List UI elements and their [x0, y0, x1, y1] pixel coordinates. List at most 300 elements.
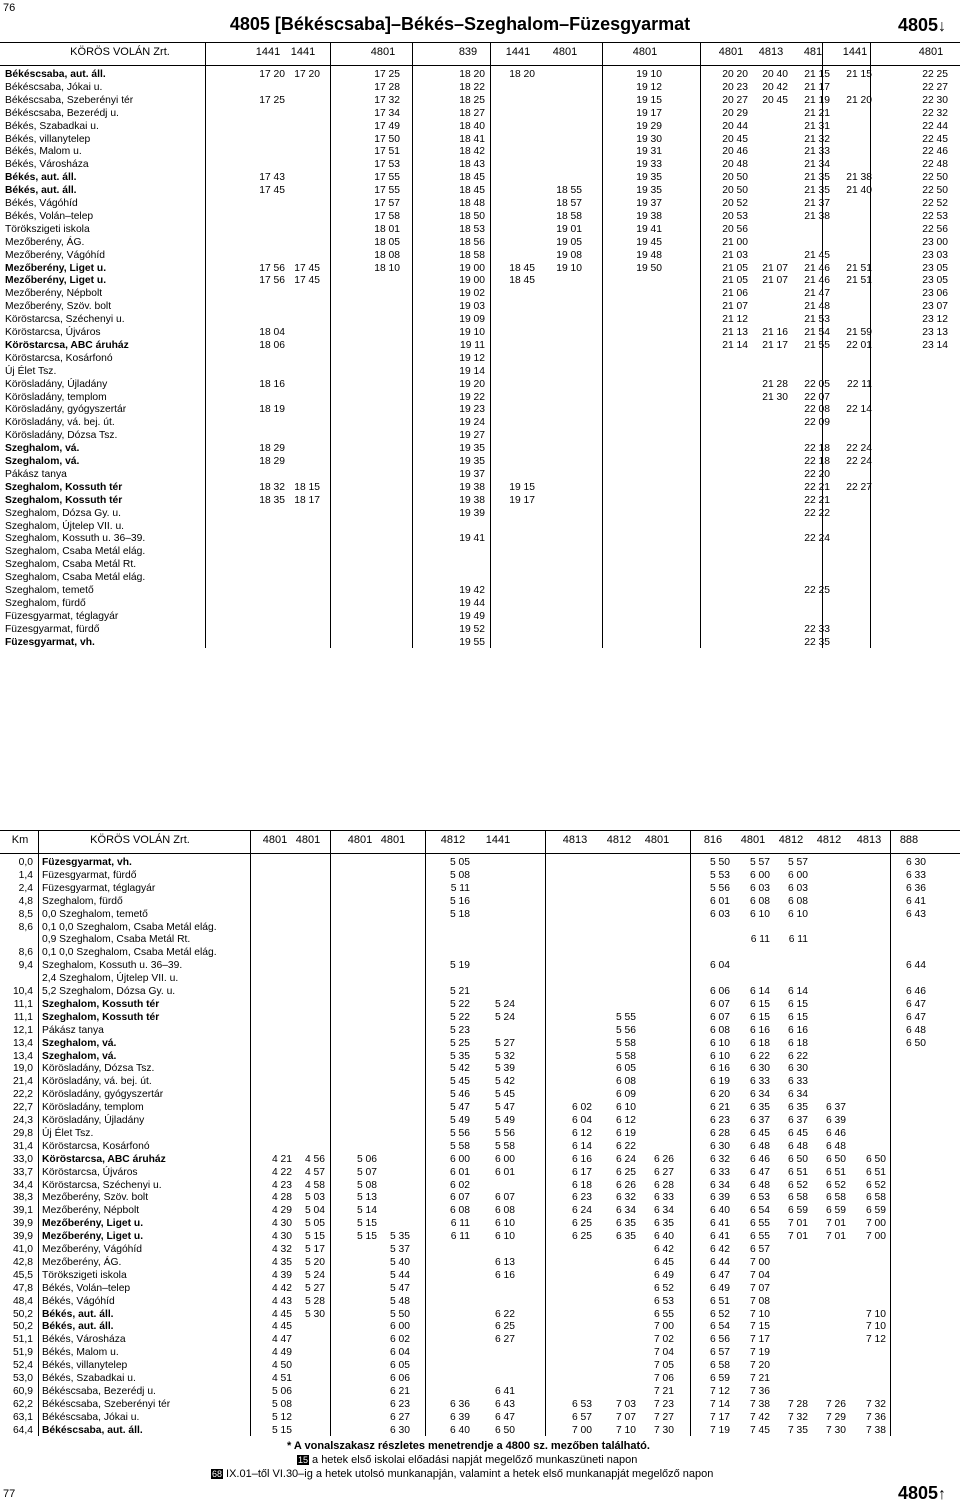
departure-time: 6 47	[905, 1011, 926, 1023]
departure-time: 5 25	[449, 1037, 470, 1049]
departure-time: 5 44	[389, 1269, 410, 1281]
departure-time: 6 33	[709, 1166, 730, 1178]
departure-time: 21 03	[722, 249, 748, 261]
train-number: 4801	[718, 46, 744, 58]
stop-name: Körösladány, templom	[42, 1102, 144, 1114]
departure-time: 6 48	[749, 1140, 770, 1152]
departure-time: 18 27	[459, 107, 485, 119]
operator-label: KÖRÖS VOLÁN Zrt.	[70, 46, 170, 58]
departure-time: 7 42	[749, 1411, 770, 1423]
departure-time: 4 30	[271, 1218, 292, 1230]
stop-name: Békés, aut. áll.	[42, 1321, 114, 1333]
table-row	[0, 933, 960, 946]
departure-time: 5 14	[356, 1205, 377, 1217]
stop-name: Szeghalom, Csaba Metál elág.	[5, 546, 146, 558]
train-number: 816	[703, 834, 723, 846]
departure-time: 6 10	[709, 1050, 730, 1062]
direction-arrow-icon: ↓	[938, 18, 946, 35]
departure-time: 6 39	[449, 1411, 470, 1423]
departure-time: 5 05	[304, 1218, 325, 1230]
departure-time: 20 40	[762, 69, 788, 80]
departure-time: 21 46	[804, 262, 830, 274]
departure-time: 7 36	[749, 1385, 770, 1397]
departure-time: 6 37	[825, 1102, 846, 1114]
departure-time: 18 25	[459, 94, 485, 106]
departure-time: 6 52	[865, 1179, 886, 1191]
departure-time: 6 52	[825, 1179, 846, 1191]
departure-time: 20 53	[722, 210, 748, 222]
departure-time: 4 45	[271, 1321, 292, 1333]
train-number: 4801	[262, 834, 288, 846]
departure-time: 6 48	[905, 1024, 926, 1036]
departure-time: 5 49	[449, 1115, 470, 1126]
departure-time: 5 04	[304, 1205, 325, 1217]
departure-time: 6 00	[449, 1153, 470, 1165]
departure-time: 18 29	[259, 456, 285, 467]
table-row	[0, 1333, 960, 1346]
km-value: 50,2	[12, 1321, 33, 1333]
departure-time: 5 22	[449, 998, 470, 1010]
departure-time: 19 48	[636, 249, 662, 261]
stop-name: Mezőberény, ÁG.	[42, 1256, 122, 1268]
stop-name: Körösladány, Újladány	[5, 378, 108, 390]
table-row	[0, 1282, 960, 1295]
badge-15: 15	[298, 1455, 309, 1465]
departure-time: 6 51	[709, 1295, 730, 1307]
departure-time: 19 12	[636, 81, 662, 93]
departure-time: 7 10	[865, 1321, 886, 1333]
departure-time: 6 22	[494, 1308, 515, 1320]
departure-time: 18 55	[556, 185, 582, 197]
stop-name: Szeghalom, vá.	[5, 456, 80, 467]
departure-time: 6 50	[905, 1037, 926, 1049]
departure-time: 7 01	[825, 1218, 846, 1230]
departure-time: 18 50	[459, 210, 485, 222]
table-row	[0, 1230, 960, 1243]
km-value: 9,4	[18, 960, 33, 972]
departure-time: 5 12	[271, 1411, 292, 1423]
departure-time: 6 18	[571, 1179, 592, 1191]
departure-time: 22 53	[922, 210, 948, 222]
departure-time: 6 59	[787, 1205, 808, 1217]
departure-time: 6 33	[905, 869, 926, 881]
departure-time: 7 00	[653, 1321, 674, 1333]
stop-name: Szeghalom, Kossuth tér	[42, 1011, 160, 1023]
train-number: 4801	[370, 46, 396, 58]
departure-time: 5 47	[449, 1102, 470, 1114]
departure-time: 17 32	[374, 94, 400, 106]
km-value: 11,1	[13, 998, 33, 1010]
departure-time: 19 20	[459, 378, 485, 390]
table-row	[0, 1256, 960, 1269]
stop-name: Szeghalom, Kossuth u. 36–39.	[42, 960, 183, 972]
departure-time: 7 17	[749, 1334, 770, 1346]
train-number: 1441	[505, 46, 531, 58]
departure-time: 22 27	[922, 81, 948, 93]
departure-time: 17 20	[259, 69, 285, 80]
table-row	[0, 1411, 960, 1424]
departure-time: 7 27	[653, 1411, 674, 1423]
departure-time: 18 45	[509, 262, 535, 274]
departure-time: 4 30	[271, 1231, 292, 1243]
departure-time: 18 32	[259, 481, 285, 493]
train-number: 839	[458, 46, 478, 58]
departure-time: 19 00	[459, 275, 485, 287]
page-number-bottom: 77	[3, 1488, 16, 1500]
departure-time: 5 11	[450, 882, 470, 894]
departure-time: 23 14	[922, 339, 948, 351]
footnote-68: 68 IX.01–től VI.30–ig a hetek utolsó munkanapján, valamint a hetek első munkanapját megelőző napon	[212, 1468, 714, 1480]
stop-name: Mezőberény, Vágóhíd	[5, 249, 105, 261]
departure-time: 6 50	[865, 1153, 886, 1165]
departure-time: 22 24	[846, 456, 872, 467]
footnote-15: 15 a hetek első iskolai előadási napját megelőző munkaszüneti napon	[298, 1454, 638, 1466]
table-row	[0, 959, 960, 972]
departure-time: 6 11	[750, 934, 770, 946]
stop-name: Köröstarcsa, ABC áruház	[42, 1153, 166, 1165]
header-row	[0, 42, 960, 66]
departure-time: 6 53	[749, 1192, 770, 1204]
departure-time: 5 05	[449, 857, 470, 868]
train-number: 1441	[290, 46, 316, 58]
table-row	[0, 1050, 960, 1063]
departure-time: 18 58	[459, 249, 485, 261]
train-number: 1441	[485, 834, 511, 846]
departure-time: 6 45	[787, 1127, 808, 1139]
departure-time: 6 22	[787, 1050, 808, 1062]
stop-name: Békés, Malom u.	[5, 146, 82, 158]
stop-name: Békés, Vágóhíd	[42, 1295, 115, 1307]
departure-time: 20 46	[722, 146, 748, 158]
departure-time: 7 10	[865, 1308, 886, 1320]
departure-time: 21 47	[804, 288, 830, 300]
table-row	[0, 287, 960, 300]
departure-time: 6 27	[389, 1411, 410, 1423]
departure-time: 7 10	[615, 1424, 636, 1436]
departure-time: 18 05	[374, 236, 400, 248]
departure-time: 20 50	[722, 185, 748, 197]
stop-name: Mezőberény, Vágóhíd	[42, 1244, 142, 1255]
departure-time: 6 11	[788, 934, 808, 946]
departure-time: 7 05	[653, 1360, 674, 1372]
table-row	[0, 1153, 960, 1166]
departure-time: 5 57	[787, 857, 808, 868]
stop-name: 0,9 Szeghalom, Csaba Metál Rt.	[42, 934, 191, 946]
departure-time: 6 10	[709, 1037, 730, 1049]
departure-time: 5 45	[449, 1076, 470, 1088]
departure-time: 6 10	[494, 1218, 515, 1230]
departure-time: 6 35	[787, 1102, 808, 1114]
departure-time: 6 19	[615, 1127, 636, 1139]
departure-time: 6 53	[653, 1295, 674, 1307]
table-row	[0, 94, 960, 107]
departure-time: 6 35	[749, 1102, 770, 1114]
departure-time: 19 38	[636, 210, 662, 222]
stop-name: Körösladány, vá. bej. út.	[5, 417, 115, 429]
departure-time: 7 38	[865, 1424, 886, 1436]
departure-time: 6 08	[709, 1024, 730, 1036]
table-row	[0, 1204, 960, 1217]
departure-time: 19 15	[509, 481, 535, 493]
departure-time: 19 10	[636, 69, 662, 80]
train-number: 4801	[918, 46, 944, 58]
departure-time: 6 45	[749, 1127, 770, 1139]
departure-time: 19 08	[556, 249, 582, 261]
departure-time: 6 34	[787, 1089, 808, 1101]
departure-time: 5 56	[494, 1127, 515, 1139]
table-row	[0, 171, 960, 184]
departure-time: 22 46	[922, 146, 948, 158]
departure-time: 4 57	[304, 1166, 325, 1178]
departure-time: 20 44	[722, 120, 748, 132]
departure-time: 7 45	[749, 1424, 770, 1436]
km-value: 29,8	[12, 1127, 33, 1139]
departure-time: 6 08	[787, 895, 808, 907]
departure-time: 6 51	[787, 1166, 808, 1178]
departure-time: 19 35	[459, 443, 485, 455]
departure-time: 21 54	[804, 327, 830, 338]
departure-time: 5 15	[304, 1231, 325, 1243]
departure-time: 6 00	[787, 869, 808, 881]
departure-time: 4 28	[271, 1192, 292, 1204]
departure-time: 22 05	[804, 378, 830, 390]
departure-time: 4 49	[271, 1347, 292, 1359]
departure-time: 5 58	[449, 1140, 470, 1152]
departure-time: 6 50	[825, 1153, 846, 1165]
departure-time: 18 53	[459, 223, 485, 235]
departure-time: 7 19	[749, 1347, 770, 1359]
departure-time: 17 58	[374, 210, 400, 222]
departure-time: 22 52	[922, 198, 948, 209]
departure-time: 7 32	[865, 1398, 886, 1410]
departure-time: 19 14	[459, 365, 485, 377]
departure-time: 7 17	[709, 1411, 730, 1423]
departure-time: 7 20	[749, 1360, 770, 1372]
departure-time: 6 40	[653, 1231, 674, 1243]
departure-time: 21 13	[722, 327, 748, 338]
departure-time: 6 08	[449, 1205, 470, 1217]
table-row	[0, 184, 960, 197]
km-value: 42,8	[12, 1256, 33, 1268]
departure-time: 21 40	[846, 185, 872, 197]
table-row	[0, 107, 960, 120]
departure-time: 5 57	[749, 857, 770, 868]
departure-time: 4 45	[271, 1308, 292, 1320]
departure-time: 6 25	[494, 1321, 515, 1333]
footnote-star: * A vonalszakasz részletes menetrendje a 4800 sz. mezőben található.	[287, 1440, 650, 1452]
departure-time: 18 16	[259, 378, 285, 390]
table-row	[0, 81, 960, 94]
departure-time: 18 19	[259, 404, 285, 416]
departure-time: 6 54	[709, 1321, 730, 1333]
departure-time: 6 47	[905, 998, 926, 1010]
departure-time: 21 59	[846, 327, 872, 338]
departure-time: 22 09	[804, 417, 830, 429]
departure-time: 22 14	[846, 404, 872, 416]
stop-name: Békéscsaba, Jókai u.	[42, 1411, 140, 1423]
table-row	[0, 249, 960, 262]
table-row	[0, 1114, 960, 1127]
departure-time: 6 34	[749, 1089, 770, 1101]
departure-time: 6 49	[653, 1269, 674, 1281]
departure-time: 19 27	[459, 430, 485, 442]
departure-time: 6 16	[494, 1269, 515, 1281]
departure-time: 5 45	[494, 1089, 515, 1101]
departure-time: 20 29	[722, 107, 748, 119]
departure-time: 6 15	[787, 1011, 808, 1023]
table-row	[0, 1372, 960, 1385]
stop-name: Szeghalom, Csaba Metál elág.	[5, 572, 146, 584]
stop-name: Mezőberény, Liget u.	[5, 275, 107, 287]
departure-time: 6 02	[571, 1102, 592, 1114]
table-row	[0, 1308, 960, 1321]
km-value: 1,4	[18, 869, 33, 881]
departure-time: 6 41	[709, 1218, 730, 1230]
km-value: 63,1	[12, 1411, 33, 1423]
stop-name: Köröstarcsa, Széchenyi u.	[5, 314, 125, 326]
table-row	[0, 455, 960, 468]
departure-time: 18 04	[259, 327, 285, 338]
departure-time: 7 30	[825, 1424, 846, 1436]
departure-time: 6 49	[709, 1282, 730, 1294]
stop-name: Szeghalom, vá.	[5, 443, 80, 455]
departure-time: 6 21	[389, 1385, 410, 1397]
train-number: 4801	[740, 834, 766, 846]
departure-time: 19 38	[459, 481, 485, 493]
stop-name: Köröstarcsa, ABC áruház	[5, 339, 129, 351]
departure-time: 6 16	[571, 1153, 592, 1165]
departure-time: 6 47	[749, 1166, 770, 1178]
departure-time: 6 30	[709, 1140, 730, 1152]
departure-time: 5 13	[356, 1192, 377, 1204]
departure-time: 18 56	[459, 236, 485, 248]
departure-time: 4 50	[271, 1360, 292, 1372]
departure-time: 21 15	[846, 69, 872, 80]
km-value: 12,1	[12, 1024, 33, 1036]
table-row	[0, 339, 960, 352]
km-value: 8,5	[18, 908, 33, 920]
departure-time: 5 58	[494, 1140, 515, 1152]
table-row	[0, 507, 960, 520]
km-value: 53,0	[12, 1373, 33, 1384]
departure-time: 6 48	[749, 1179, 770, 1191]
table-row	[0, 1320, 960, 1333]
departure-time: 6 23	[709, 1115, 730, 1126]
stop-name: Mezőberény, Szöv. bolt	[5, 301, 112, 313]
departure-time: 19 01	[556, 223, 582, 235]
departure-time: 6 47	[494, 1411, 515, 1423]
departure-time: 20 23	[722, 81, 748, 93]
departure-time: 6 30	[749, 1063, 770, 1075]
departure-time: 22 44	[922, 120, 948, 132]
departure-time: 6 10	[615, 1102, 636, 1114]
departure-time: 6 18	[749, 1037, 770, 1049]
departure-time: 18 15	[294, 481, 320, 493]
stop-name: Szeghalom, temető	[5, 585, 94, 596]
departure-time: 18 42	[459, 146, 485, 158]
departure-time: 4 56	[304, 1153, 325, 1165]
departure-time: 17 55	[374, 172, 400, 184]
departure-time: 18 06	[259, 339, 285, 351]
km-value: 39,1	[12, 1205, 33, 1217]
departure-time: 22 24	[846, 443, 872, 455]
table-row	[0, 623, 960, 636]
table-row	[0, 1217, 960, 1230]
departure-time: 6 11	[450, 1218, 470, 1230]
departure-time: 6 15	[787, 998, 808, 1010]
departure-time: 6 00	[749, 869, 770, 881]
departure-time: 6 07	[494, 1192, 515, 1204]
departure-time: 5 16	[449, 895, 470, 907]
departure-time: 7 12	[709, 1385, 730, 1397]
departure-time: 5 07	[356, 1166, 377, 1178]
departure-time: 6 48	[787, 1140, 808, 1152]
departure-time: 6 52	[653, 1282, 674, 1294]
departure-time: 5 46	[449, 1089, 470, 1101]
stop-name: Békés, Városháza	[42, 1334, 126, 1346]
departure-time: 17 56	[259, 262, 285, 274]
departure-time: 6 08	[494, 1205, 515, 1217]
departure-time: 5 58	[615, 1050, 636, 1062]
table-row	[0, 120, 960, 133]
stop-name: Mezőberény, ÁG.	[5, 236, 85, 248]
table-row	[0, 1424, 960, 1437]
departure-time: 7 04	[749, 1269, 770, 1281]
departure-time: 4 21	[271, 1153, 292, 1165]
train-number: 4812	[606, 834, 632, 846]
departure-time: 21 16	[762, 327, 788, 338]
departure-time: 6 58	[787, 1192, 808, 1204]
departure-time: 22 22	[804, 507, 830, 519]
departure-time: 21 17	[762, 339, 788, 351]
departure-time: 19 37	[459, 468, 485, 480]
departure-time: 7 00	[865, 1231, 886, 1243]
table-row	[0, 1346, 960, 1359]
table-row	[0, 429, 960, 442]
departure-time: 5 35	[449, 1050, 470, 1062]
departure-time: 19 31	[636, 146, 662, 158]
departure-time: 5 18	[449, 908, 470, 920]
departure-time: 19 23	[459, 404, 485, 416]
table-row	[0, 610, 960, 623]
departure-time: 6 14	[749, 986, 770, 997]
stop-name: Békés, aut. áll.	[5, 185, 77, 197]
departure-time: 18 20	[459, 69, 485, 80]
departure-time: 6 01	[449, 1166, 470, 1178]
departure-time: 21 45	[804, 249, 830, 261]
departure-time: 22 27	[846, 481, 872, 493]
departure-time: 4 29	[271, 1205, 292, 1217]
table-row	[0, 584, 960, 597]
table-row	[0, 326, 960, 339]
departure-time: 6 24	[615, 1153, 636, 1165]
stop-name: Szeghalom, Csaba Metál Rt.	[5, 559, 137, 571]
train-number: 4813	[562, 834, 588, 846]
departure-time: 7 07	[749, 1282, 770, 1294]
departure-time: 7 38	[749, 1398, 770, 1410]
stop-name: Szeghalom, Kossuth tér	[5, 481, 123, 493]
km-value: 51,9	[12, 1347, 33, 1359]
table-row	[0, 1243, 960, 1256]
stop-name: 0,1 0,0 Szeghalom, Csaba Metál elág.	[42, 921, 217, 933]
stop-name: Szeghalom, vá.	[42, 1050, 117, 1062]
departure-time: 19 00	[459, 262, 485, 274]
direction-arrow-icon: ↑	[938, 1486, 946, 1503]
table-row	[0, 908, 960, 921]
train-number: 4801	[295, 834, 321, 846]
stop-name: Füzesgyarmat, vh.	[5, 636, 95, 648]
departure-time: 5 19	[449, 960, 470, 972]
